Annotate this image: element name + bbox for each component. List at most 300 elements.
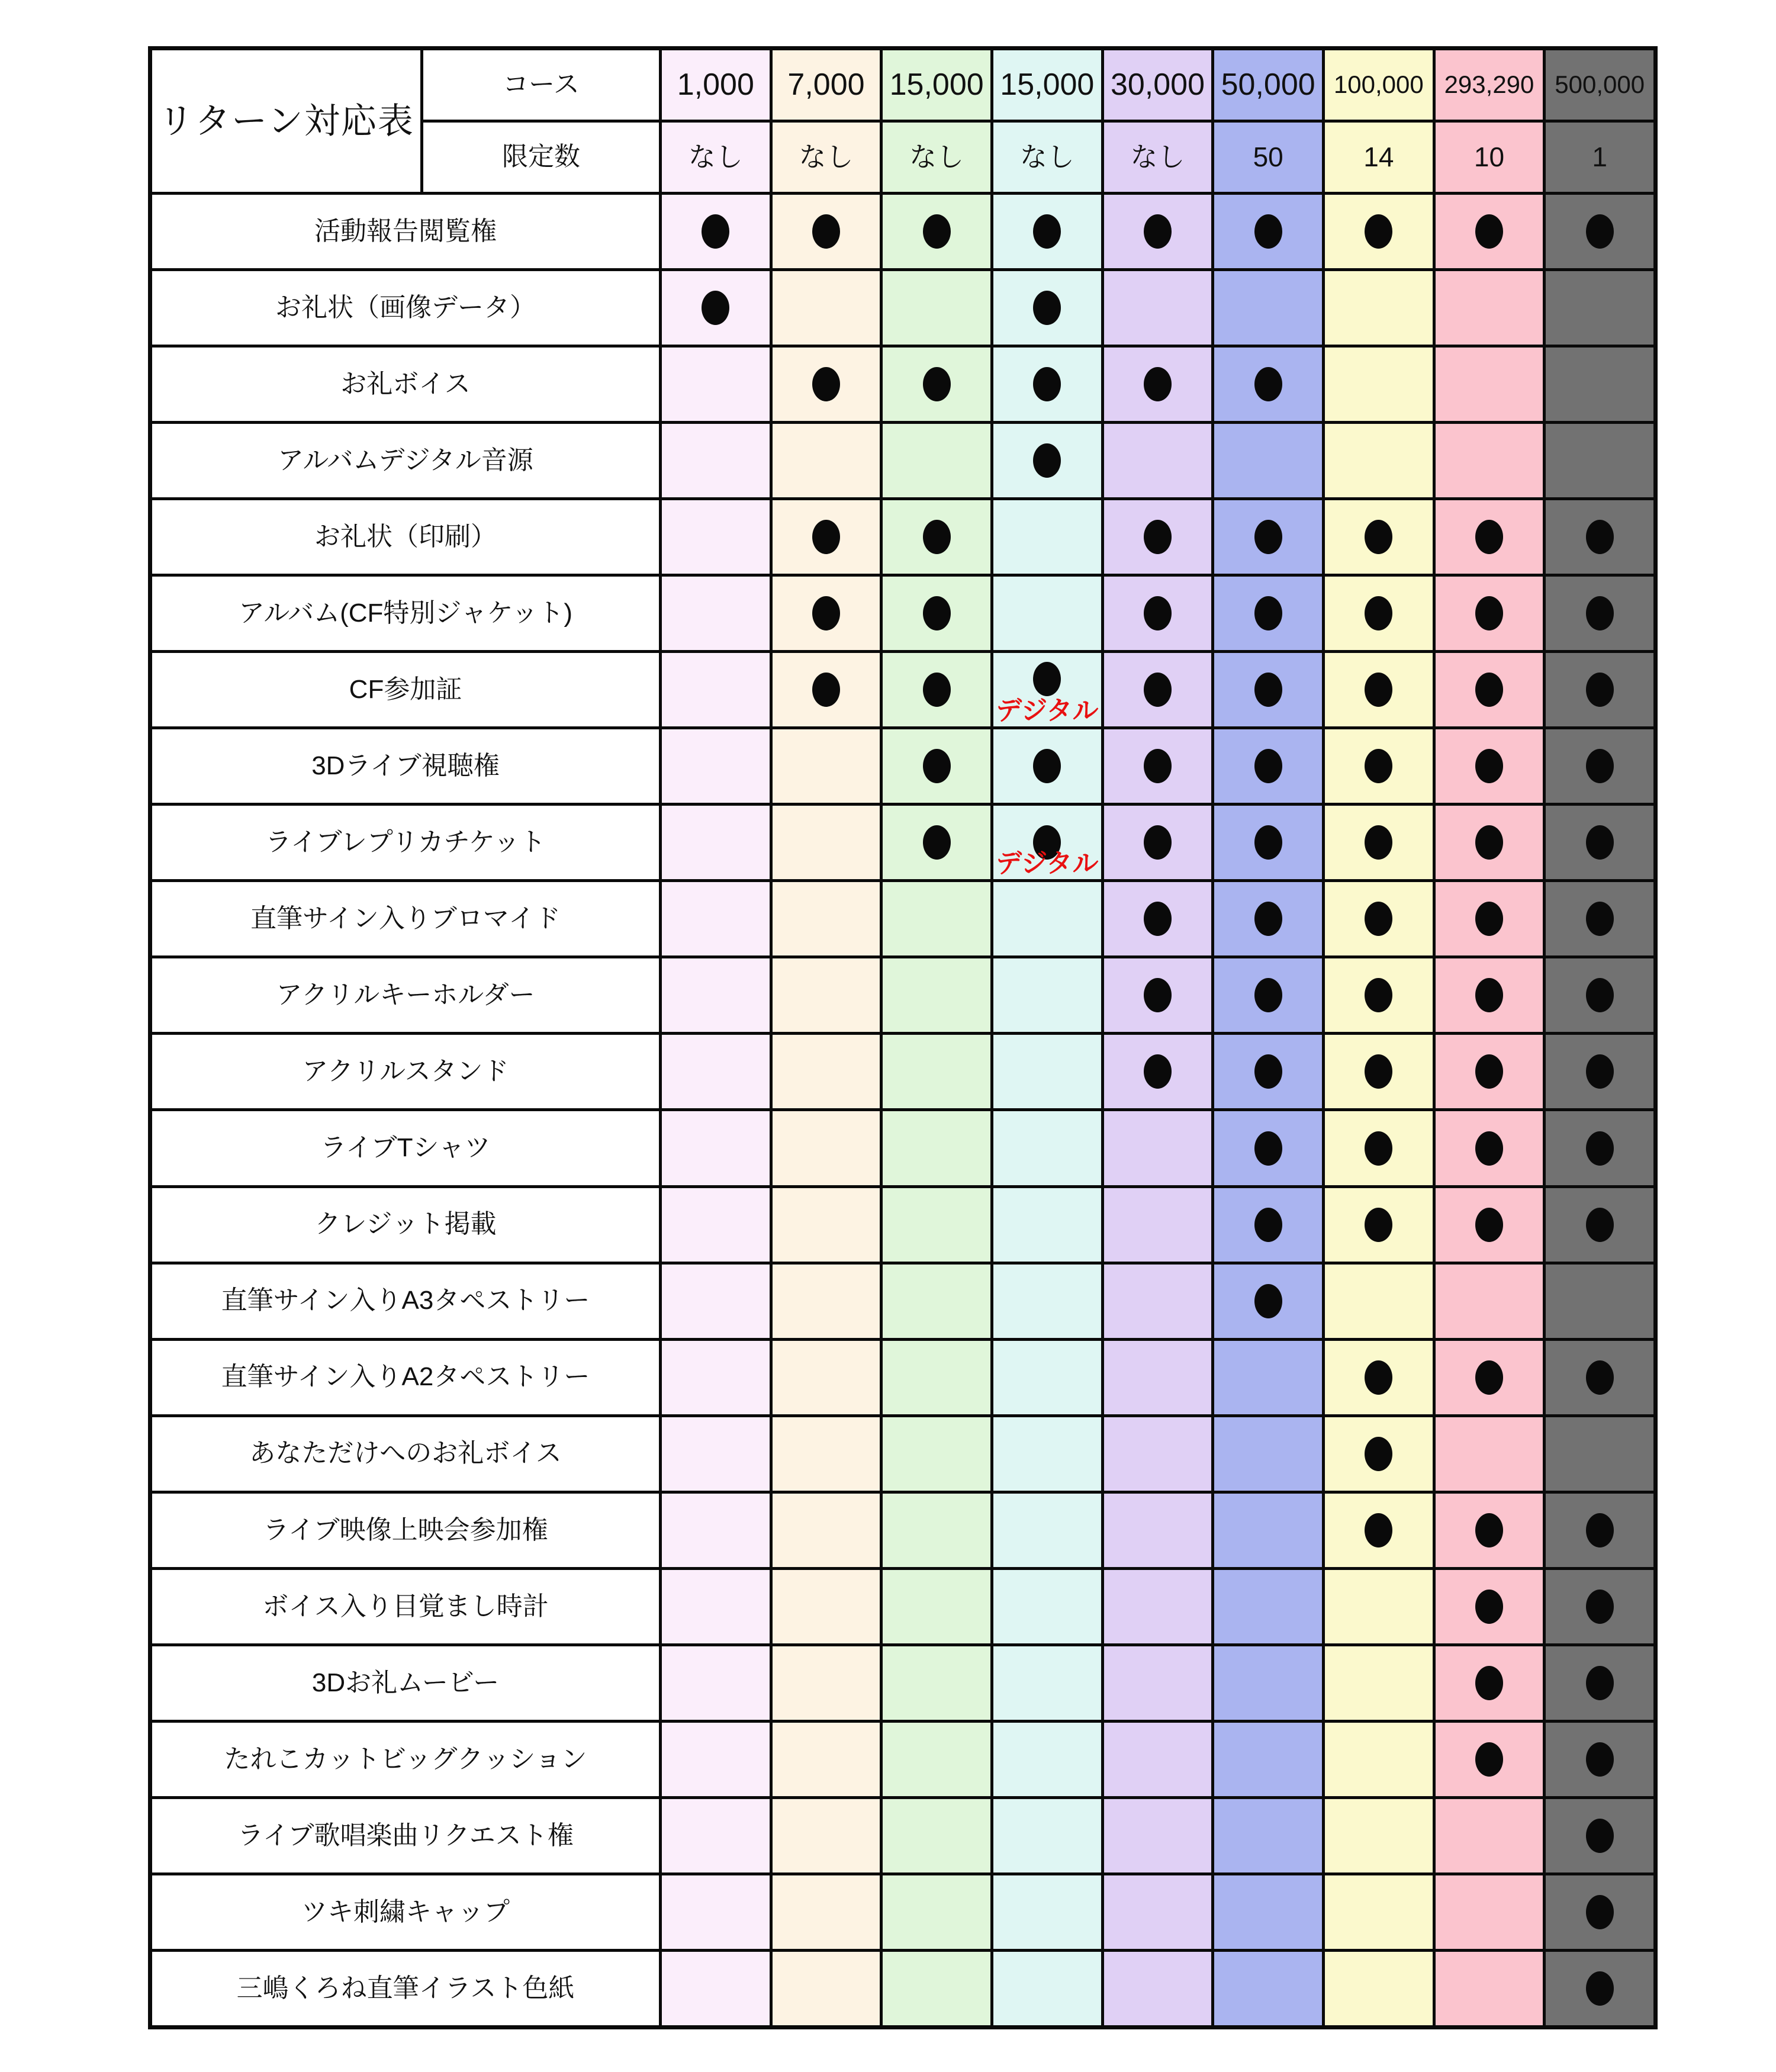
included-dot [1254,673,1282,707]
course-header-15,000: 15,000 [883,50,990,120]
reward-cell [1104,1265,1212,1338]
limit-value-5: なし [1104,123,1212,192]
reward-cell [662,1341,770,1414]
reward-cell [993,271,1101,345]
reward-cell [1546,653,1653,726]
reward-label: CF参加証 [152,653,659,726]
reward-cell [773,1265,880,1338]
digital-annotation: デジタル [996,696,1099,725]
reward-cell [1436,1417,1543,1491]
reward-cell [1436,1341,1543,1414]
reward-cell [1104,729,1212,803]
reward-label: 三嶋くろね直筆イラスト色紙 [152,1952,659,2025]
included-dot [1586,1513,1614,1547]
included-dot [1365,1360,1392,1395]
reward-cell [1325,500,1433,574]
reward-cell [1546,1723,1653,1796]
reward-cell [1325,348,1433,421]
limit-value-4: なし [993,123,1101,192]
included-dot [1475,1513,1503,1547]
included-dot [1586,1971,1614,2006]
reward-cell [662,1799,770,1872]
reward-label: 直筆サイン入りA2タペストリー [152,1341,659,1414]
reward-cell [1325,882,1433,955]
included-dot [1365,1208,1392,1242]
reward-cell [1546,958,1653,1032]
reward-cell [1214,1188,1322,1262]
reward-cell [1214,1570,1322,1643]
reward-cell [1436,1723,1543,1796]
reward-cell [1104,1341,1212,1414]
included-dot [1475,1360,1503,1395]
included-dot [923,825,951,860]
course-header-50,000: 50,000 [1214,50,1322,120]
reward-cell [662,1875,770,1949]
included-dot [923,673,951,707]
reward-cell [993,424,1101,497]
reward-label: 3Dお礼ムービー [152,1646,659,1720]
reward-cell [1214,882,1322,955]
reward-cell [662,653,770,726]
reward-cell [773,958,880,1032]
reward-cell [1436,424,1543,497]
reward-cell [1214,1646,1322,1720]
included-dot [1586,1360,1614,1395]
reward-cell [662,729,770,803]
reward-cell [883,1646,990,1720]
reward-cell [1325,653,1433,726]
reward-cell [1104,806,1212,879]
included-dot [1475,1131,1503,1166]
reward-cell [1214,195,1322,268]
included-dot [1254,825,1282,860]
reward-cell [1436,577,1543,650]
reward-cell [773,1723,880,1796]
reward-cell [1436,500,1543,574]
reward-cell [662,1723,770,1796]
reward-label: ライブ映像上映会参加権 [152,1494,659,1567]
reward-cell [1214,271,1322,345]
reward-cell [662,1265,770,1338]
reward-cell [1436,1646,1543,1720]
reward-cell [1325,1417,1433,1491]
reward-cell [1104,1723,1212,1796]
included-dot [923,367,951,401]
reward-cell [1104,1646,1212,1720]
reward-label: アルバム(CF特別ジャケット) [152,577,659,650]
reward-cell [1325,271,1433,345]
included-dot [1365,214,1392,249]
reward-cell [993,577,1101,650]
course-header-7,000: 7,000 [773,50,880,120]
reward-cell [1104,958,1212,1032]
reward-cell [662,1952,770,2025]
reward-cell [883,1952,990,2025]
reward-cell [662,1494,770,1567]
reward-label: アルバムデジタル音源 [152,424,659,497]
reward-cell [1325,1570,1433,1643]
reward-cell [773,653,880,726]
reward-cell [993,1723,1101,1796]
reward-cell [1325,424,1433,497]
reward-cell [773,577,880,650]
reward-cell [1325,1265,1433,1338]
reward-cell [773,1494,880,1567]
reward-cell [773,1417,880,1491]
reward-cell [993,1952,1101,2025]
included-dot [1586,1666,1614,1700]
included-dot [1365,902,1392,936]
reward-cell [1104,1875,1212,1949]
reward-cell [1325,1723,1433,1796]
reward-cell [1214,1875,1322,1949]
reward-cell [883,1417,990,1491]
included-dot [1254,367,1282,401]
included-dot [1586,902,1614,936]
reward-cell [1104,1188,1212,1262]
included-dot [1033,662,1061,696]
reward-cell [1436,1875,1543,1949]
reward-cell [883,1875,990,1949]
included-dot [923,214,951,249]
reward-cell [1546,1494,1653,1567]
reward-cell [662,1111,770,1185]
reward-cell [883,1799,990,1872]
reward-cell [1546,1799,1653,1872]
limit-value-7: 14 [1325,123,1433,192]
reward-cell [773,1570,880,1643]
reward-label: お礼状（印刷） [152,500,659,574]
reward-cell [883,348,990,421]
reward-cell [1436,1035,1543,1108]
reward-cell [1104,271,1212,345]
included-dot [1365,673,1392,707]
included-dot [1475,596,1503,630]
reward-cell [1546,1111,1653,1185]
reward-cell [993,348,1101,421]
reward-cell [1325,195,1433,268]
reward-cell [773,195,880,268]
included-dot [1586,596,1614,630]
reward-cell [1436,1494,1543,1567]
reward-cell [1214,500,1322,574]
reward-cell [1325,1799,1433,1872]
reward-cell [1325,806,1433,879]
reward-cell [1104,1570,1212,1643]
included-dot [1144,825,1172,860]
course-header-1,000: 1,000 [662,50,770,120]
reward-cell [773,500,880,574]
limit-value-8: 10 [1436,123,1543,192]
reward-cell [1436,348,1543,421]
reward-cell [1546,1265,1653,1338]
limit-value-2: なし [773,123,880,192]
reward-cell [1546,348,1653,421]
reward-cell [883,271,990,345]
included-dot [1475,214,1503,249]
included-dot [1365,1054,1392,1089]
included-dot [1475,520,1503,554]
reward-label: アクリルスタンド [152,1035,659,1108]
included-dot [1475,1742,1503,1777]
reward-cell [1436,806,1543,879]
reward-cell [1214,577,1322,650]
reward-cell [1436,1188,1543,1262]
reward-cell [1214,1723,1322,1796]
reward-label: 活動報告閲覧権 [152,195,659,268]
reward-cell [1546,1952,1653,2025]
reward-cell [662,577,770,650]
course-row-label: コース [423,50,659,120]
reward-cell [1325,1494,1433,1567]
reward-cell [1104,500,1212,574]
limit-value-1: なし [662,123,770,192]
reward-cell [1546,1035,1653,1108]
reward-cell [662,1188,770,1262]
reward-cell [883,577,990,650]
reward-cell [662,424,770,497]
reward-cell [993,806,1101,879]
reward-cell [773,729,880,803]
reward-cell [1104,348,1212,421]
reward-cell [883,1111,990,1185]
included-dot [1586,1895,1614,1929]
reward-cell [1325,1111,1433,1185]
reward-label: ライブTシャツ [152,1111,659,1185]
limit-value-3: なし [883,123,990,192]
reward-cell [1436,1111,1543,1185]
reward-cell [1104,1111,1212,1185]
reward-cell [1214,958,1322,1032]
included-dot [1144,749,1172,783]
included-dot [1475,1054,1503,1089]
reward-cell [993,195,1101,268]
reward-cell [883,424,990,497]
reward-cell [1546,806,1653,879]
limit-value-9: 1 [1546,123,1653,192]
reward-cell [1214,1265,1322,1338]
reward-cell [993,653,1101,726]
included-dot [1586,978,1614,1012]
included-dot [702,291,729,325]
reward-cell [773,1341,880,1414]
reward-cell [993,882,1101,955]
reward-cell [993,1799,1101,1872]
reward-label: クレジット掲載 [152,1188,659,1262]
reward-cell [883,1341,990,1414]
included-dot [1365,978,1392,1012]
reward-cell [993,1570,1101,1643]
included-dot [1144,902,1172,936]
reward-cell [1104,1494,1212,1567]
included-dot [1475,1666,1503,1700]
included-dot [1254,596,1282,630]
course-header-293,290: 293,290 [1436,50,1543,120]
reward-cell [1104,1799,1212,1872]
reward-cell [773,806,880,879]
included-dot [1475,902,1503,936]
reward-cell [1214,348,1322,421]
reward-label: ツキ刺繍キャップ [152,1875,659,1949]
included-dot [1365,1513,1392,1547]
reward-cell [993,1875,1101,1949]
reward-cell [1104,1952,1212,2025]
course-header-15,000: 15,000 [993,50,1101,120]
reward-cell [883,195,990,268]
return-reward-table [148,46,1658,2029]
reward-cell [1104,577,1212,650]
reward-cell [883,958,990,1032]
reward-cell [773,1188,880,1262]
reward-cell [883,1723,990,1796]
included-dot [1586,520,1614,554]
included-dot [1586,749,1614,783]
reward-label: 直筆サイン入りA3タペストリー [152,1265,659,1338]
reward-cell [662,271,770,345]
limit-row-label: 限定数 [423,123,659,192]
reward-cell [1104,1417,1212,1491]
reward-cell [1214,1952,1322,2025]
included-dot [812,367,840,401]
reward-cell [1436,958,1543,1032]
reward-cell [883,806,990,879]
included-dot [1254,1131,1282,1166]
reward-label: アクリルキーホルダー [152,958,659,1032]
reward-cell [883,1188,990,1262]
reward-cell [1546,1341,1653,1414]
included-dot [923,520,951,554]
reward-cell [1325,958,1433,1032]
reward-cell [773,271,880,345]
reward-cell [1104,882,1212,955]
reward-cell [773,882,880,955]
reward-cell [1214,653,1322,726]
included-dot [1586,214,1614,249]
reward-label: お礼状（画像データ） [152,271,659,345]
reward-cell [883,729,990,803]
included-dot [1586,673,1614,707]
reward-cell [1325,1188,1433,1262]
reward-cell [1546,1188,1653,1262]
reward-cell [1214,1035,1322,1108]
reward-cell [993,1341,1101,1414]
reward-cell [1214,806,1322,879]
reward-cell [662,1646,770,1720]
reward-cell [1436,882,1543,955]
reward-cell [993,729,1101,803]
included-dot [1144,1054,1172,1089]
reward-cell [1436,1799,1543,1872]
reward-cell [662,958,770,1032]
reward-cell [1546,1417,1653,1491]
reward-cell [993,1417,1101,1491]
reward-cell [773,1952,880,2025]
reward-cell [993,1035,1101,1108]
reward-cell [662,500,770,574]
reward-cell [1436,729,1543,803]
included-dot [1365,520,1392,554]
reward-cell [883,500,990,574]
reward-cell [1214,1799,1322,1872]
reward-label: あなただけへのお礼ボイス [152,1417,659,1491]
reward-cell [773,348,880,421]
reward-cell [662,195,770,268]
reward-cell [773,1646,880,1720]
included-dot [1254,1208,1282,1242]
included-dot [1475,673,1503,707]
included-dot [812,673,840,707]
included-dot [1365,825,1392,860]
reward-cell [1214,1417,1322,1491]
reward-cell [1325,1341,1433,1414]
reward-cell [883,653,990,726]
reward-cell [1214,1341,1322,1414]
reward-cell [1546,882,1653,955]
included-dot [1475,1208,1503,1242]
included-dot [1254,214,1282,249]
included-dot [1254,1054,1282,1089]
included-dot [1254,520,1282,554]
reward-cell [1546,424,1653,497]
limit-value-6: 50 [1214,123,1322,192]
included-dot [812,214,840,249]
reward-cell [1546,1646,1653,1720]
included-dot [1254,1284,1282,1318]
reward-cell [1325,577,1433,650]
included-dot [1475,825,1503,860]
reward-cell [1546,577,1653,650]
reward-cell [662,882,770,955]
included-dot [812,520,840,554]
included-dot [1586,1590,1614,1624]
table-title: リターン対応表 [152,50,420,192]
included-dot [1144,978,1172,1012]
reward-label: お礼ボイス [152,348,659,421]
included-dot [1254,902,1282,936]
reward-cell [773,1111,880,1185]
course-header-500,000: 500,000 [1546,50,1653,120]
reward-cell [662,1570,770,1643]
reward-cell [993,1646,1101,1720]
reward-cell [1325,729,1433,803]
included-dot [1586,1131,1614,1166]
reward-cell [1436,1570,1543,1643]
reward-cell [1436,271,1543,345]
reward-cell [1436,195,1543,268]
reward-label: たれこカットビッグクッション [152,1723,659,1796]
reward-cell [883,1494,990,1567]
included-dot [1586,1819,1614,1853]
course-header-30,000: 30,000 [1104,50,1212,120]
included-dot [1033,291,1061,325]
included-dot [1144,367,1172,401]
included-dot [1144,520,1172,554]
reward-cell [662,348,770,421]
included-dot [1254,978,1282,1012]
included-dot [1033,367,1061,401]
reward-cell [662,1417,770,1491]
included-dot [1365,1437,1392,1471]
reward-cell [993,1188,1101,1262]
included-dot [1033,214,1061,249]
reward-cell [993,500,1101,574]
reward-cell [1104,424,1212,497]
reward-cell [993,1265,1101,1338]
included-dot [923,749,951,783]
included-dot [1033,749,1061,783]
reward-cell [1436,1265,1543,1338]
reward-cell [1104,653,1212,726]
